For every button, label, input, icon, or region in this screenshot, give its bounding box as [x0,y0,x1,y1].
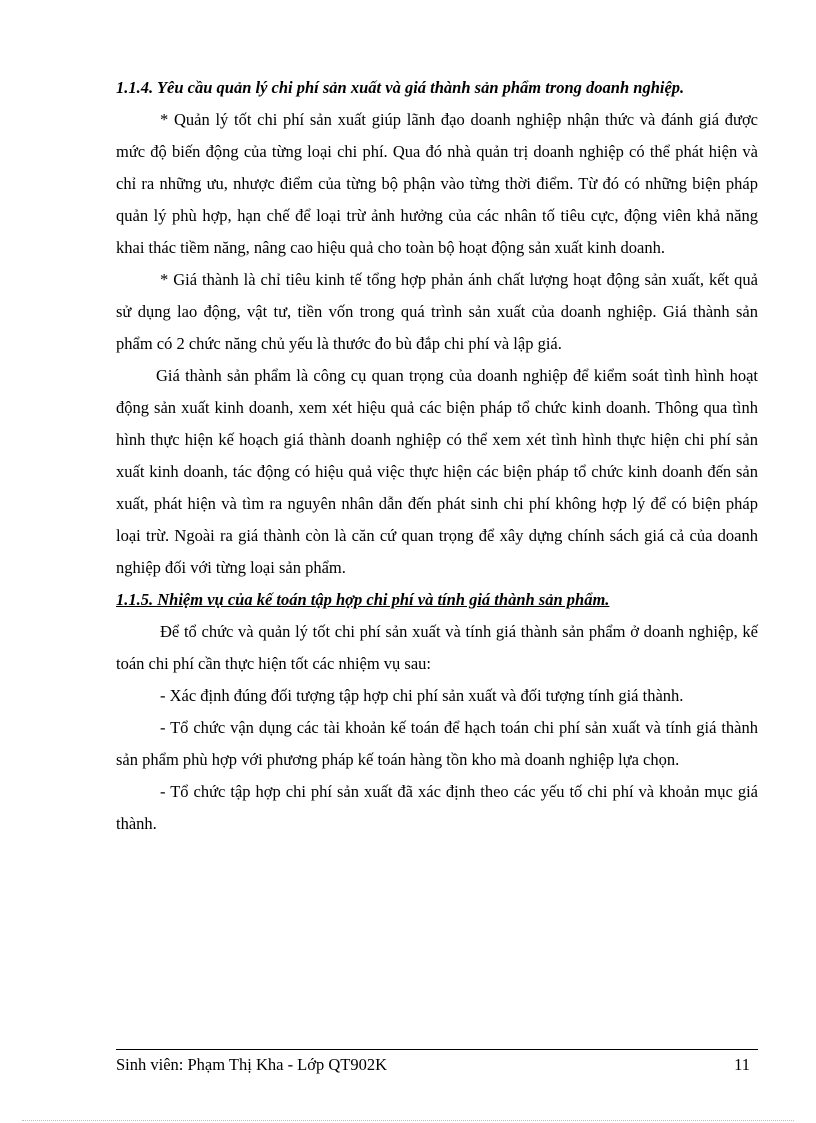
list-item: - Xác định đúng đối tượng tập hợp chi phí sản xuất và đối tượng tính giá thành. [160,686,684,705]
list-item: - Tổ chức vận dụng các tài khoản kế toán để hạch toán chi phí sản xuất và tính giá thành sản phẩm phù hợp với phương pháp kế toán hàng tồn kho mà doanh nghiệp lựa chọn. [116,718,758,769]
paragraph: * Quản lý tốt chi phí sản xuất giúp lãnh đạo doanh nghiệp nhận thức và đánh giá được mức độ biến động của từng loại chi phí. Qua đó nhà quản trị doanh nghiệp có thể phát hiện và chỉ ra những ưu, nhược điểm của từng bộ phận vào từng thời điểm. Từ đó có những biện pháp quản lý phù hợp, hạn chế để loại trừ ảnh hưởng của các nhân tố tiêu cực, động viên khả năng khai thác tiềm năng, nâng cao hiệu quả cho toàn bộ hoạt động sản xuất kinh doanh. [116,110,758,257]
paragraph: Giá thành sản phẩm là công cụ quan trọng của doanh nghiệp để kiểm soát tình hình hoạt động sản xuất kinh doanh, xem xét hiệu quả các biện pháp tổ chức kinh doanh. Thông qua tình hình thực hiện kế hoạch giá thành doanh nghiệp có thể xem xét tình hình thực hiện chi phí sản xuất kinh doanh, tác động có hiệu quả việc thực hiện các biện pháp tổ chức kinh doanh đến sản xuất, phát hiện và tìm ra nguyên nhân dẫn đến phát sinh chi phí không hợp lý để có biện pháp loại trừ. Ngoài ra giá thành còn là căn cứ quan trọng để xây dựng chính sách giá cả của doanh nghiệp đối với từng loại sản phẩm. [116,366,758,577]
page-number: 11 [734,1055,750,1074]
page-footer [116,1054,758,1076]
footer-student-info: Sinh viên: Phạm Thị Kha - Lớp QT902K [116,1055,388,1074]
page-bottom-edge [22,1120,794,1121]
page-content [116,72,758,840]
paragraph: Để tổ chức và quản lý tốt chi phí sản xuất và tính giá thành sản phẩm ở doanh nghiệp, kế toán chi phí cần thực hiện tốt các nhiệm vụ sau: [116,622,758,673]
section-heading-1-1-5-wrapper [116,584,758,616]
footer-divider [116,1049,758,1050]
section-heading-1-1-4: 1.1.4. Yêu cầu quản lý chi phí sản xuất và giá thành sản phẩm trong doanh nghiệp. [116,78,685,97]
section-heading-1-1-5: 1.1.5. Nhiệm vụ của kế toán tập hợp chi phí và tính giá thành sản phẩm. [116,590,610,609]
list-item: - Tổ chức tập hợp chi phí sản xuất đã xác định theo các yếu tố chi phí và khoản mục giá thành. [116,782,758,833]
paragraph: * Giá thành là chỉ tiêu kinh tế tổng hợp phản ánh chất lượng hoạt động sản xuất, kết quả sử dụng lao động, vật tư, tiền vốn trong quá trình sản xuất của doanh nghiệp. Giá thành sản phẩm có 2 chức năng chủ yếu là thước đo bù đắp chi phí và lập giá. [116,270,758,353]
